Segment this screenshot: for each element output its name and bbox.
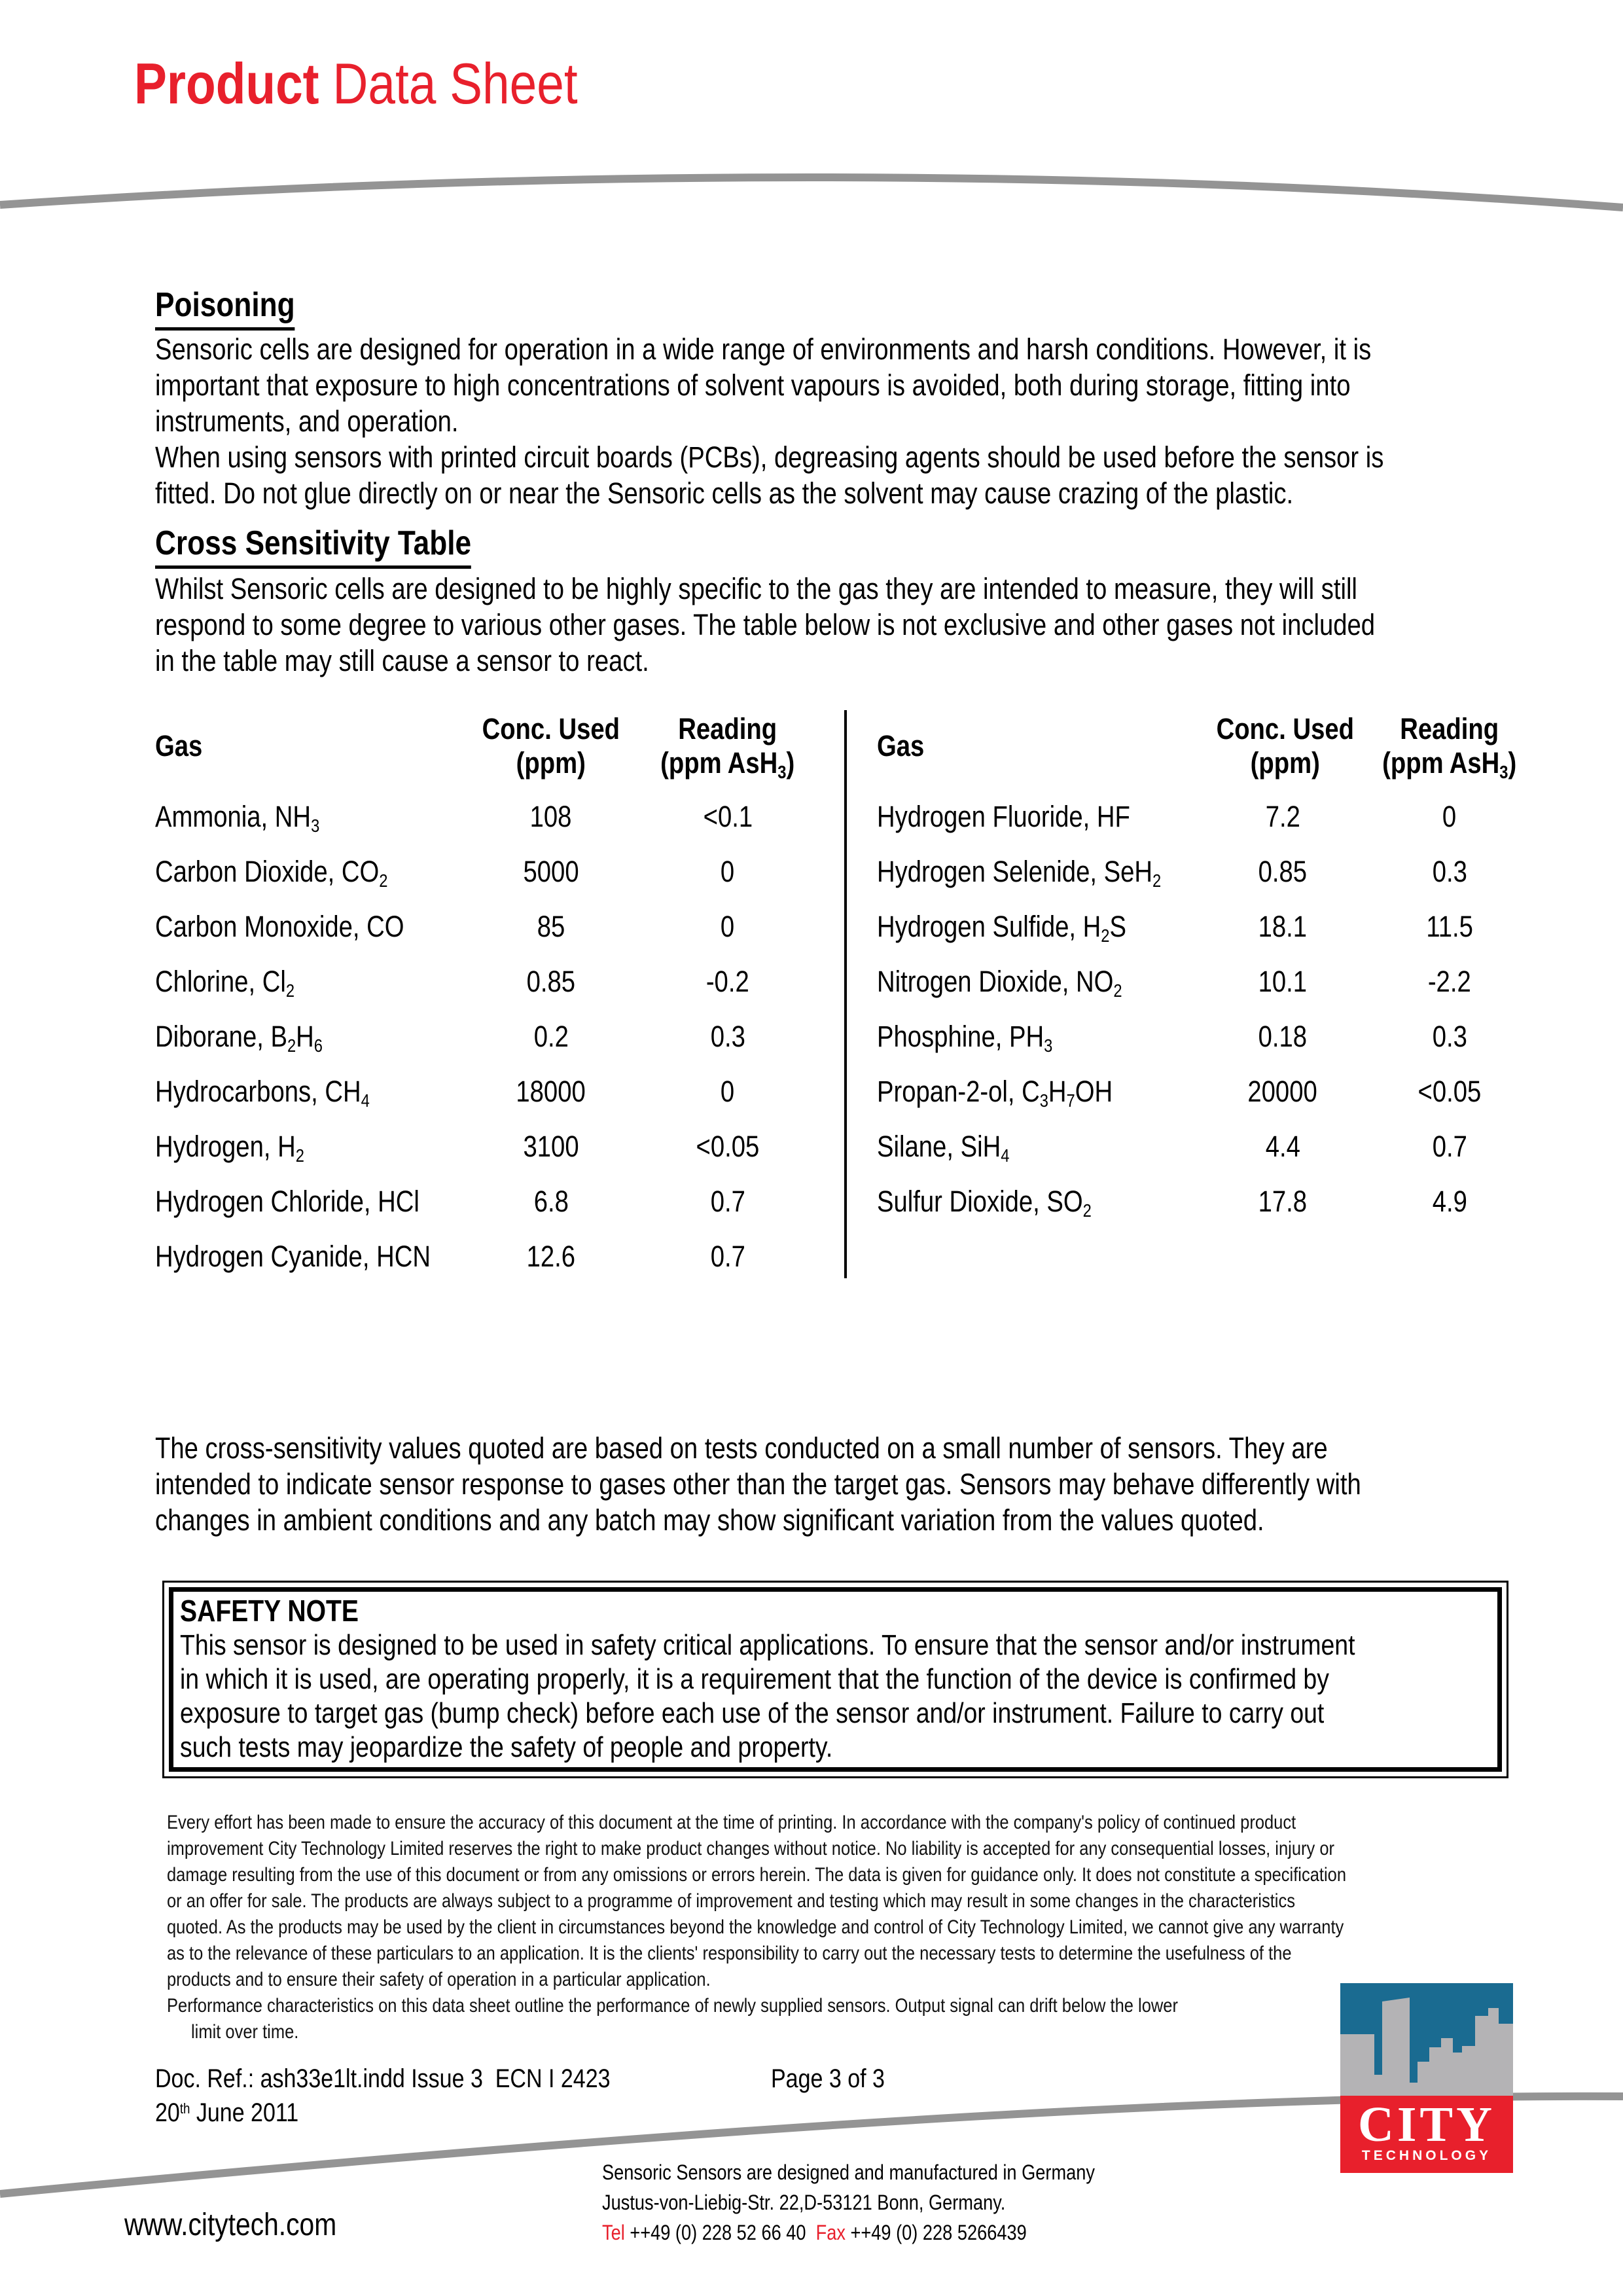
logo-technology-text: TECHNOLOGY: [1361, 2148, 1492, 2163]
reading-cell: 0.7: [710, 1185, 745, 1218]
logo-city-text: CITY: [1357, 2097, 1496, 2152]
gas-name-cell: Hydrogen, $H_2$: [155, 1130, 304, 1166]
gas-table-row: [877, 1128, 1538, 1183]
conc-used-cell: 4.4: [1265, 1130, 1300, 1163]
gas-table-row: [877, 798, 1538, 853]
conc-used-cell: 12.6: [526, 1240, 576, 1273]
conc-used-cell: 0.2: [533, 1020, 569, 1053]
cross-sensitivity-heading: Cross Sensitivity Table: [155, 525, 471, 569]
footer-phone-line: [602, 2217, 1095, 2248]
conc-used-cell: 18.1: [1258, 910, 1308, 943]
column-header-reading: Reading (ppm AsH$_3$): [660, 712, 795, 782]
footer-made-in: Sensoric Sensors are designed and manufactured in Germany: [602, 2161, 1095, 2184]
reading-cell: <0.05: [1418, 1075, 1482, 1108]
doc-reference: Doc. Ref.: ash33e1lt.indd Issue 3 ECN I 2423: [155, 2064, 611, 2093]
conc-used-cell: 85: [537, 910, 565, 943]
gas-table-row: [155, 1128, 823, 1183]
reading-cell: <0.1: [703, 800, 753, 833]
gas-name-cell: Chlorine, $Cl_2$: [155, 965, 295, 1001]
gas-name-cell: Hydrogen Cyanide, HCN: [155, 1240, 431, 1273]
conc-used-cell: 0.85: [1258, 855, 1308, 888]
conc-used-cell: 7.2: [1265, 800, 1300, 833]
page-title: [134, 51, 578, 117]
conc-used-cell: 6.8: [533, 1185, 569, 1218]
table-divider-line: [844, 710, 847, 1278]
reading-cell: 4.9: [1432, 1185, 1467, 1218]
gas-name-cell: Silane, SiH$_4$: [877, 1130, 1010, 1166]
page-number: Page 3 of 3: [771, 2064, 885, 2093]
tel-number: ++49 (0) 228 52 66 40: [624, 2221, 816, 2244]
gas-name-cell: Phosphine, $PH_3$: [877, 1020, 1053, 1056]
gas-name-cell: Hydrogen Sulfide, $H_2S$: [877, 910, 1127, 946]
gas-table-row: [155, 798, 823, 853]
safety-note-heading: SAFETY NOTE: [180, 1594, 359, 1628]
safety-note-inner-border: [169, 1587, 1502, 1772]
footer-address: Justus-von-Liebig-Str. 22,D-53121 Bonn, Germany.: [602, 2191, 1006, 2214]
poisoning-paragraph: Sensoric cells are designed for operation in a wide range of environments and harsh conditions. However, it is important that exposure to high concentrations of solvent vapours is avoided, both during storage, fitting into instruments, and operation. When using sensors with printed circuit boards (PCBs), degreasing agents should be used before the sensor is fitted. Do not glue directly on or near the Sensoric cells as the solvent may cause crazing of the plastic.: [155, 332, 1384, 510]
gas-table-row: [155, 1183, 823, 1238]
gas-table-row: [877, 963, 1538, 1018]
conc-used-cell: 18000: [516, 1075, 586, 1108]
poisoning-heading: Poisoning: [155, 287, 295, 331]
gas-name-cell: Ammonia, $NH_3$: [155, 800, 320, 836]
reading-cell: 0.3: [710, 1020, 745, 1053]
fax-number: ++49 (0) 228 5266439: [845, 2221, 1027, 2244]
gas-table-row: [155, 1238, 823, 1293]
website-url: www.citytech.com: [124, 2208, 337, 2242]
reading-cell: 0.3: [1432, 855, 1467, 888]
cross-sensitivity-table-left: [155, 710, 823, 1273]
gas-name-cell: Carbon Dioxide, $CO_2$: [155, 855, 388, 891]
table-body: [155, 798, 823, 1293]
column-header-conc: Conc. Used (ppm): [482, 712, 620, 780]
conc-used-cell: 108: [530, 800, 572, 833]
conc-used-cell: 0.85: [526, 965, 576, 998]
gas-table-row: [155, 853, 823, 908]
gas-table-row: [877, 1183, 1538, 1238]
doc-date: 20th June 2011: [155, 2098, 299, 2127]
conc-used-cell: 0.18: [1258, 1020, 1308, 1053]
gas-table-row: [155, 963, 823, 1018]
column-header-conc: Conc. Used (ppm): [1216, 712, 1354, 780]
reading-cell: 0.7: [710, 1240, 745, 1273]
gas-name-cell: Carbon Monoxide, CO: [155, 910, 404, 943]
city-technology-logo: [1340, 1983, 1513, 2173]
reading-cell: 0.3: [1432, 1020, 1467, 1053]
table-header-row: [877, 710, 1538, 782]
gas-table-row: [877, 908, 1538, 963]
top-swoosh-curve: [0, 177, 1623, 207]
gas-name-cell: Diborane, $B_2H_6$: [155, 1020, 323, 1056]
gas-name-cell: Hydrocarbons, $CH_4$: [155, 1075, 370, 1111]
conc-used-cell: 17.8: [1258, 1185, 1308, 1218]
reading-cell: 11.5: [1426, 910, 1473, 943]
cross-sensitivity-table-right: [877, 710, 1538, 1221]
reading-cell: 0: [721, 1075, 735, 1108]
cross-sensitivity-disclaimer: The cross-sensitivity values quoted are based on tests conducted on a small number of sensors. They are intended to indicate sensor response to gases other than the target gas. Sensors may behave differently with changes in ambient conditions and any batch may show significant variation from the values quoted.: [155, 1431, 1361, 1537]
column-header-reading: Reading (ppm AsH$_3$): [1382, 712, 1517, 782]
gas-name-cell: Hydrogen Fluoride, HF: [877, 800, 1130, 833]
reading-cell: <0.05: [696, 1130, 760, 1163]
gas-table-row: [155, 1073, 823, 1128]
reading-cell: 0: [721, 855, 735, 888]
legal-fine-print: Every effort has been made to ensure the accuracy of this document at the time of printing. In accordance with the company's policy of continued product improvement City Technology Limited reserves the right to make product changes without notice. No liability is accepted for any consequential losses, injury or damage resulting from the use of this document or from any omissions or errors herein. The data is given for guidance only. It does not constitute a specification or an offer for sale. The products are always subject to a programme of improvement and testing which may result in some changes in the characteristics quoted. As the products may be used by the client in circumstances beyond the knowledge and control of City Technology Limited, we cannot give any warranty as to the relevance of these particulars to an application. It is the clients' responsibility to carry out the necessary tests to determine the usefulness of the products and to ensure their safety of operation in a particular application. Performance characteristics on this data sheet outline the performance of newly supplied sensors. Output signal can drift below the lower: [167, 1812, 1346, 2017]
reading-cell: 0: [721, 910, 735, 943]
gas-name-cell: Nitrogen Dioxide, $NO_2$: [877, 965, 1122, 1001]
tel-label: Tel: [602, 2221, 625, 2244]
cross-sensitivity-paragraph: Whilst Sensoric cells are designed to be highly specific to the gas they are intended to measure, they will still respond to some degree to various other gases. The table below is not exclusive and other gases not included in the table may still cause a sensor to react.: [155, 572, 1376, 677]
reading-cell: 0.7: [1432, 1130, 1467, 1163]
table-body: [877, 798, 1538, 1238]
footer-contact-block: [602, 2157, 1095, 2248]
table-header-row: [155, 710, 823, 782]
safety-note-text: This sensor is designed to be used in safety critical applications. To ensure that the sensor and/or instrument in which it is used, are operating properly, it is a requirement that the function of the device is confirmed by exposure to target gas (bump check) before each use of the sensor and/or instrument. Failure to carry out such tests may jeopardize the safety of people and property.: [180, 1629, 1355, 1763]
safety-note-box: [162, 1581, 1508, 1778]
page-title-rest: Data Sheet: [319, 51, 578, 116]
column-header-gas: Gas: [877, 729, 925, 762]
conc-used-cell: 20000: [1247, 1075, 1318, 1108]
fax-label: Fax: [815, 2221, 846, 2244]
conc-used-cell: 10.1: [1258, 965, 1308, 998]
legal-fine-print-last-line: limit over time.: [191, 2021, 299, 2043]
gas-table-row: [155, 908, 823, 963]
gas-name-cell: Sulfur Dioxide, $SO_2$: [877, 1185, 1092, 1221]
gas-table-row: [155, 1018, 823, 1073]
gas-name-cell: Propan-2-ol, $C_3H_7OH$: [877, 1075, 1113, 1111]
reading-cell: -2.2: [1428, 965, 1471, 998]
reading-cell: -0.2: [706, 965, 749, 998]
gas-name-cell: Hydrogen Chloride, HCl: [155, 1185, 419, 1218]
gas-table-row: [877, 1018, 1538, 1073]
page-title-bold: Product: [134, 51, 319, 116]
gas-table-row: [877, 853, 1538, 908]
gas-table-row: [877, 1073, 1538, 1128]
conc-used-cell: 5000: [523, 855, 579, 888]
conc-used-cell: 3100: [523, 1130, 579, 1163]
reading-cell: 0: [1442, 800, 1457, 833]
gas-name-cell: Hydrogen Selenide, SeH$_2$: [877, 855, 1162, 891]
column-header-gas: Gas: [155, 729, 203, 762]
